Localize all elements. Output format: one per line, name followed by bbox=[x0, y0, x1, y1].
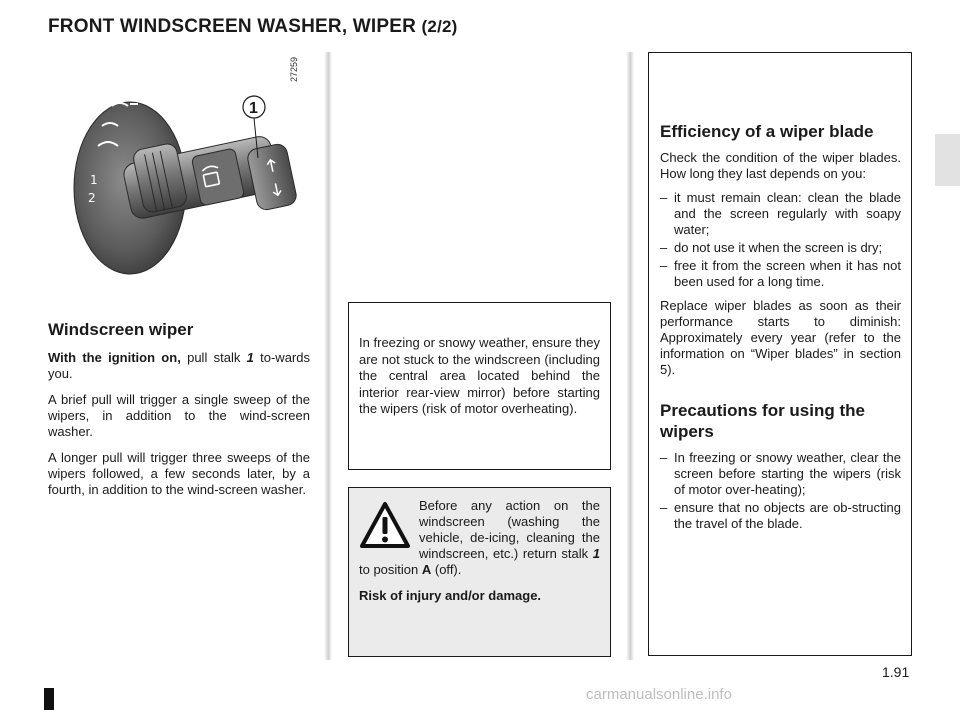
freezing-note-text: In freezing or snowy weather, ensure they are not stuck to the windscreen (including the central area located behind the interior rear-view mirror) before starting the wipers (risk of motor overheating). bbox=[359, 335, 600, 416]
windscreen-wiper-text bbox=[48, 350, 310, 508]
ignition-paragraph: With the ignition on, pull stalk 1 to-wards you. bbox=[48, 350, 310, 381]
list-item: – ensure that no objects are ob-structing the travel of the blade. bbox=[660, 500, 901, 532]
list-item: – In freezing or snowy weather, clear the screen before starting the wipers (risk of motor over-heating); bbox=[660, 450, 901, 498]
warning-box bbox=[348, 487, 611, 657]
precautions-list bbox=[660, 450, 901, 532]
wiper-stalk-illustration bbox=[68, 80, 308, 280]
efficiency-precautions-box bbox=[648, 52, 912, 656]
column-divider-right bbox=[626, 52, 634, 660]
list-item: – do not use it when the screen is dry; bbox=[660, 240, 901, 256]
svg-text:2: 2 bbox=[88, 191, 96, 205]
list-item: – it must remain clean: clean the blade and the screen regularly with soapy water; bbox=[660, 190, 901, 238]
longer-pull-paragraph: A longer pull will trigger three sweeps of the wipers followed, a few seconds later, by a fourth, in addition to the wind-screen washer. bbox=[48, 450, 310, 497]
callout-label: 1 bbox=[249, 100, 258, 117]
windscreen-wiper-heading: Windscreen wiper bbox=[48, 320, 194, 339]
replace-paragraph: Replace wiper blades as soon as their performance starts to diminish: Approximately every year (refer to the information on “Wiper blades” in section 5). bbox=[660, 298, 901, 377]
warning-triangle-icon bbox=[359, 500, 411, 550]
watermark-text[interactable]: carmanualsonline.info bbox=[586, 686, 732, 703]
list-item: – free it from the screen when it has not been used for a long time. bbox=[660, 258, 901, 290]
svg-text:1: 1 bbox=[90, 173, 98, 187]
precautions-heading: Precautions for using the wipers bbox=[660, 401, 865, 441]
page-number: 1.91 bbox=[882, 664, 910, 680]
efficiency-intro: Check the condition of the wiper blades. How long they last depends on you: bbox=[660, 150, 901, 181]
efficiency-heading: Efficiency of a wiper blade bbox=[660, 122, 874, 141]
corner-marker bbox=[44, 688, 54, 710]
figure-code: 27259 bbox=[289, 56, 299, 82]
efficiency-list bbox=[660, 190, 901, 290]
risk-text: Risk of injury and/or damage. bbox=[359, 588, 542, 603]
freezing-note-box bbox=[348, 302, 611, 470]
brief-pull-paragraph: A brief pull will trigger a single sweep of the wipers, in addition to the wind-screen washer. bbox=[48, 392, 310, 439]
page-title-suffix: (2/2) bbox=[421, 17, 458, 36]
page-title: FRONT WINDSCREEN WASHER, WIPER (2/2) bbox=[48, 16, 458, 37]
warning-text: Before any action on the windscreen (washing the vehicle, de-icing, cleaning the windscreen, etc.) return stalk 1 to position A (off). bbox=[359, 498, 600, 577]
section-tab bbox=[935, 134, 960, 186]
column-divider-left bbox=[324, 52, 332, 660]
